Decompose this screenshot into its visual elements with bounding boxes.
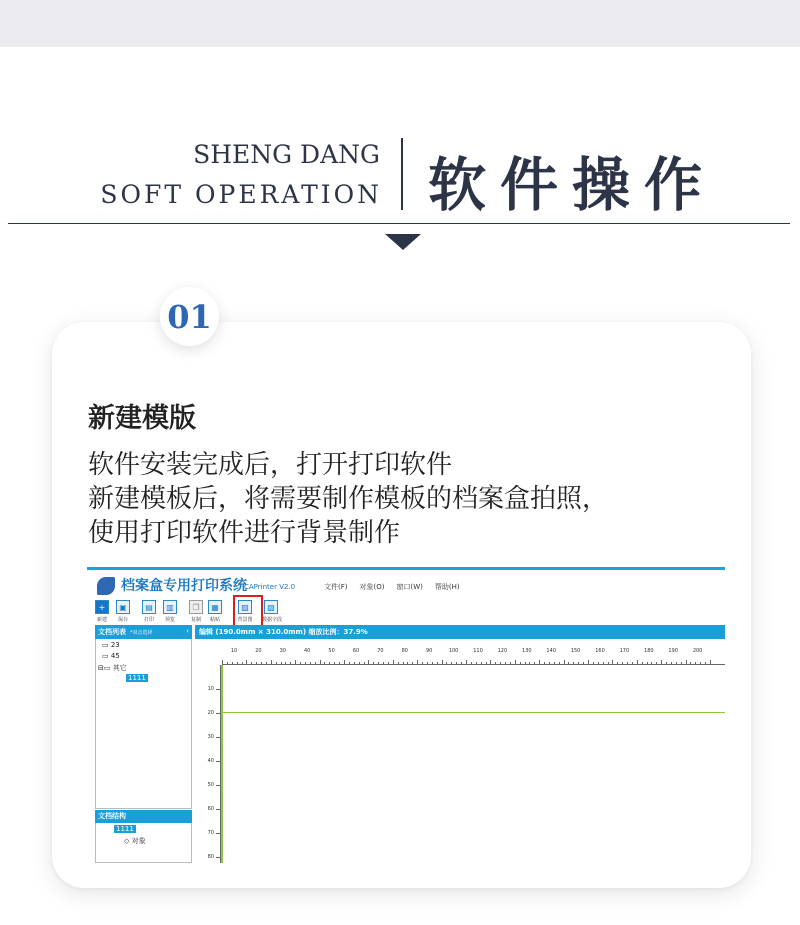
ruler-tick <box>700 662 701 664</box>
ruler-tick <box>549 662 550 664</box>
ruler-label: 60 <box>207 806 214 812</box>
ruler-tick <box>568 662 569 664</box>
ruler-label: 30 <box>207 734 214 740</box>
ruler-tick <box>486 662 487 664</box>
ruler-tick <box>422 662 423 664</box>
ruler-tick <box>359 662 360 664</box>
ruler-tick <box>442 660 443 664</box>
ruler-label: 60 <box>352 648 360 654</box>
ruler-tick <box>461 662 462 664</box>
ruler-tick <box>642 662 643 664</box>
ruler-tick <box>466 660 467 664</box>
tree-item-label: 其它 <box>112 664 127 672</box>
down-triangle-icon <box>385 234 421 250</box>
ruler-label: 70 <box>377 648 384 654</box>
doc-list-title: 文档列表 <box>98 628 126 636</box>
ruler-tick <box>324 662 325 664</box>
ruler-tick <box>300 662 301 664</box>
ruler-tick <box>622 662 623 664</box>
copy-icon: ❐ <box>189 600 203 614</box>
ruler-tick <box>612 660 613 664</box>
step-title: 新建模版 <box>88 403 196 434</box>
ruler-tick <box>427 662 428 664</box>
ruler-tick <box>564 660 565 664</box>
toolbar-label: 打印 <box>143 617 154 623</box>
doc-structure-panel <box>95 823 192 863</box>
ruler-label: 80 <box>207 854 214 860</box>
header-cn-title: 软件操作 <box>428 151 717 219</box>
save-icon: ▣ <box>116 600 130 614</box>
ruler-tick <box>637 660 638 664</box>
ruler-tick <box>364 662 365 664</box>
ruler-label: 70 <box>207 830 214 836</box>
toolbar-label: 复制 <box>190 617 201 623</box>
ruler-label: 10 <box>230 648 238 654</box>
ruler-tick <box>310 662 311 664</box>
desc-line: 新建模板后，将需要制作模板的档案盒拍照， <box>88 484 609 514</box>
ruler-tick <box>451 662 452 664</box>
ruler-tick <box>573 662 574 664</box>
ruler-tick <box>266 662 267 664</box>
menu-bar <box>324 582 460 592</box>
ruler-tick <box>593 662 594 664</box>
ruler-tick <box>500 662 501 664</box>
ruler-tick <box>216 689 220 690</box>
ruler-tick <box>329 662 330 664</box>
menu-help[interactable]: 帮助(H) <box>434 583 460 591</box>
ruler-tick <box>632 662 633 664</box>
folder-icon: ▭ <box>102 652 111 660</box>
folder-icon: ⊟▭ <box>98 664 113 672</box>
ruler-label: 130 <box>522 648 532 654</box>
ruler-tick <box>251 662 252 664</box>
ruler-tick <box>334 662 335 664</box>
doc-list-panel <box>95 639 192 809</box>
ruler-tick <box>681 662 682 664</box>
header-en-line2: SOFT OPERATION <box>100 180 382 209</box>
ruler-tick <box>608 662 609 664</box>
screenshot-top-line <box>87 567 725 570</box>
ruler-tick <box>529 662 530 664</box>
edit-bar: 编辑 (190.0mm × 310.0mm) 缩放比例：37.9% <box>195 625 725 639</box>
step-number-badge <box>160 287 219 346</box>
ruler-label: 170 <box>619 648 630 654</box>
toolbar-data-field-button[interactable] <box>262 600 283 623</box>
ruler-tick <box>437 662 438 664</box>
ruler-label: 180 <box>644 648 654 654</box>
ruler-tick <box>710 660 711 664</box>
ruler-tick <box>446 662 447 664</box>
ruler-tick <box>554 662 555 664</box>
ruler-label: 160 <box>595 648 605 654</box>
ruler-tick <box>525 662 526 664</box>
ruler-tick <box>598 662 599 664</box>
ruler-tick <box>403 662 404 664</box>
ruler-label: 100 <box>448 648 459 654</box>
menu-object[interactable]: 对象(O) <box>359 583 385 591</box>
toolbar-label: 背景图 <box>237 617 253 623</box>
ruler-tick <box>671 662 672 664</box>
ruler-tick <box>705 662 706 664</box>
ruler-tick <box>539 660 540 664</box>
ruler-tick <box>373 662 374 664</box>
ruler-label: 140 <box>546 648 556 654</box>
plus-icon: + <box>95 600 109 614</box>
structure-root[interactable]: 1111 <box>116 825 134 833</box>
ruler-tick <box>393 660 394 664</box>
ruler-tick <box>603 662 604 664</box>
ruler-tick <box>216 713 220 714</box>
ruler-label: 150 <box>570 648 581 654</box>
ruler-tick <box>481 662 482 664</box>
ruler-label: 200 <box>692 648 703 654</box>
ruler-tick <box>216 785 220 786</box>
ruler-tick <box>368 660 369 664</box>
ruler-tick <box>216 809 220 810</box>
canvas-horizontal-guide <box>221 712 725 713</box>
ruler-tick <box>495 662 496 664</box>
ruler-tick <box>510 662 511 664</box>
app-logo-icon <box>97 577 115 595</box>
toolbar-label: 新建 <box>96 617 107 623</box>
ruler-tick <box>305 662 306 664</box>
ruler-tick <box>588 660 589 664</box>
ruler-tick <box>242 662 243 664</box>
menu-file[interactable]: 文件(F) <box>324 583 348 591</box>
ruler-tick <box>695 662 696 664</box>
ruler-label: 120 <box>497 648 508 654</box>
ruler-tick <box>534 662 535 664</box>
ruler-label: 20 <box>255 648 262 654</box>
left-ruler <box>195 665 221 863</box>
ruler-tick <box>271 660 272 664</box>
ruler-tick <box>339 662 340 664</box>
doc-structure-header: 文档结构 <box>95 810 192 823</box>
toolbar-label: 预览 <box>164 617 175 623</box>
header-rule <box>8 223 790 224</box>
ruler-tick <box>505 662 506 664</box>
ruler-tick <box>256 662 257 664</box>
ruler-tick <box>276 662 277 664</box>
ruler-tick <box>651 662 652 664</box>
tree-item-label: 23 <box>110 641 120 649</box>
ruler-tick <box>583 662 584 664</box>
ruler-tick <box>398 662 399 664</box>
ruler-tick <box>344 660 345 664</box>
step-number: 01 <box>167 297 212 336</box>
ruler-tick <box>476 662 477 664</box>
ruler-tick <box>417 660 418 664</box>
toolbar-label: 数据字段 <box>262 617 283 623</box>
app-subtitle: CAPrinter V2.0 <box>244 583 296 591</box>
ruler-tick <box>281 662 282 664</box>
ruler-tick <box>627 662 628 664</box>
ruler-tick <box>216 761 220 762</box>
ruler-label: 50 <box>207 782 214 788</box>
ruler-label: 90 <box>426 648 433 654</box>
ruler-tick <box>216 737 220 738</box>
ruler-tick <box>388 662 389 664</box>
toolbar-new-button[interactable] <box>93 600 111 623</box>
ruler-tick <box>315 662 316 664</box>
ruler-tick <box>232 662 233 664</box>
ruler-tick <box>456 662 457 664</box>
ruler-label: 30 <box>279 648 286 654</box>
collapse-icon[interactable]: ‹ <box>186 627 189 635</box>
header-en-line1: SHENG DANG <box>193 140 380 169</box>
tree-item-label: 45 <box>110 652 120 660</box>
folder-icon: ▭ <box>102 641 111 649</box>
ruler-tick <box>222 660 223 664</box>
ruler-tick <box>544 662 545 664</box>
ruler-tick <box>690 662 691 664</box>
ruler-tick <box>432 662 433 664</box>
tree-item[interactable] <box>102 641 120 649</box>
toolbar-save-button[interactable] <box>114 600 132 623</box>
ruler-tick <box>520 662 521 664</box>
app-title: 档案盒专用打印系统 <box>121 578 247 594</box>
ruler-tick <box>227 662 228 664</box>
ruler-tick <box>515 660 516 664</box>
ruler-label: 80 <box>401 648 408 654</box>
ruler-tick <box>237 662 238 664</box>
ruler-label: 10 <box>207 686 214 692</box>
ruler-tick <box>686 660 687 664</box>
toolbar-label: 保存 <box>117 617 128 623</box>
ruler-label: 40 <box>207 758 214 764</box>
top-ruler <box>222 643 725 665</box>
structure-child-label: 对象 <box>131 837 146 845</box>
doc-list-hint: *双击选择 <box>130 630 153 636</box>
toolbar-label: 粘贴 <box>209 617 220 623</box>
ruler-tick <box>471 662 472 664</box>
ruler-tick <box>349 662 350 664</box>
ruler-tick <box>661 660 662 664</box>
preview-icon: ▥ <box>163 600 177 614</box>
image-icon: ▨ <box>238 600 252 614</box>
tree-item-selected[interactable]: 1111 <box>128 674 146 682</box>
ruler-label: 110 <box>473 648 483 654</box>
ruler-tick <box>290 662 291 664</box>
header-divider <box>401 138 403 210</box>
ruler-tick <box>490 660 491 664</box>
ruler-tick <box>656 662 657 664</box>
structure-child[interactable] <box>124 836 146 846</box>
ruler-tick <box>412 662 413 664</box>
doc-list-header <box>95 625 192 639</box>
cube-icon: ◇ <box>124 837 132 845</box>
ruler-tick <box>559 662 560 664</box>
desc-line: 使用打印软件进行背景制作 <box>88 518 401 548</box>
ruler-tick <box>617 662 618 664</box>
toolbar-preview-button[interactable] <box>161 600 179 623</box>
toolbar-copy-button[interactable] <box>187 600 205 623</box>
ruler-tick <box>647 662 648 664</box>
ruler-tick <box>354 662 355 664</box>
ruler-tick <box>378 662 379 664</box>
toolbar-print-button[interactable] <box>140 600 158 623</box>
ruler-tick <box>578 662 579 664</box>
ruler-label: 40 <box>304 648 311 654</box>
ruler-tick <box>320 660 321 664</box>
ruler-tick <box>216 833 220 834</box>
paste-icon: ▦ <box>208 600 222 614</box>
tree-item[interactable] <box>102 652 120 660</box>
software-screenshot <box>87 567 725 863</box>
ruler-label: 50 <box>328 648 335 654</box>
desc-line: 软件安装完成后，打开打印软件 <box>88 450 453 480</box>
ruler-tick <box>285 662 286 664</box>
canvas-vertical-guide <box>221 665 223 863</box>
step-description <box>88 448 608 550</box>
ruler-tick <box>676 662 677 664</box>
ruler-tick <box>666 662 667 664</box>
ruler-tick <box>246 660 247 664</box>
ruler-tick <box>295 660 296 664</box>
ruler-label: 20 <box>207 710 214 716</box>
ruler-tick <box>216 857 220 858</box>
ruler-tick <box>407 662 408 664</box>
tree-item[interactable] <box>98 663 127 673</box>
printer-icon: ▤ <box>142 600 156 614</box>
data-field-icon: ▧ <box>264 600 278 614</box>
ruler-tick <box>383 662 384 664</box>
toolbar-paste-button[interactable] <box>206 600 224 623</box>
menu-window[interactable]: 窗口(W) <box>396 583 423 591</box>
ruler-label: 190 <box>668 648 678 654</box>
top-band <box>0 0 800 47</box>
ruler-tick <box>261 662 262 664</box>
